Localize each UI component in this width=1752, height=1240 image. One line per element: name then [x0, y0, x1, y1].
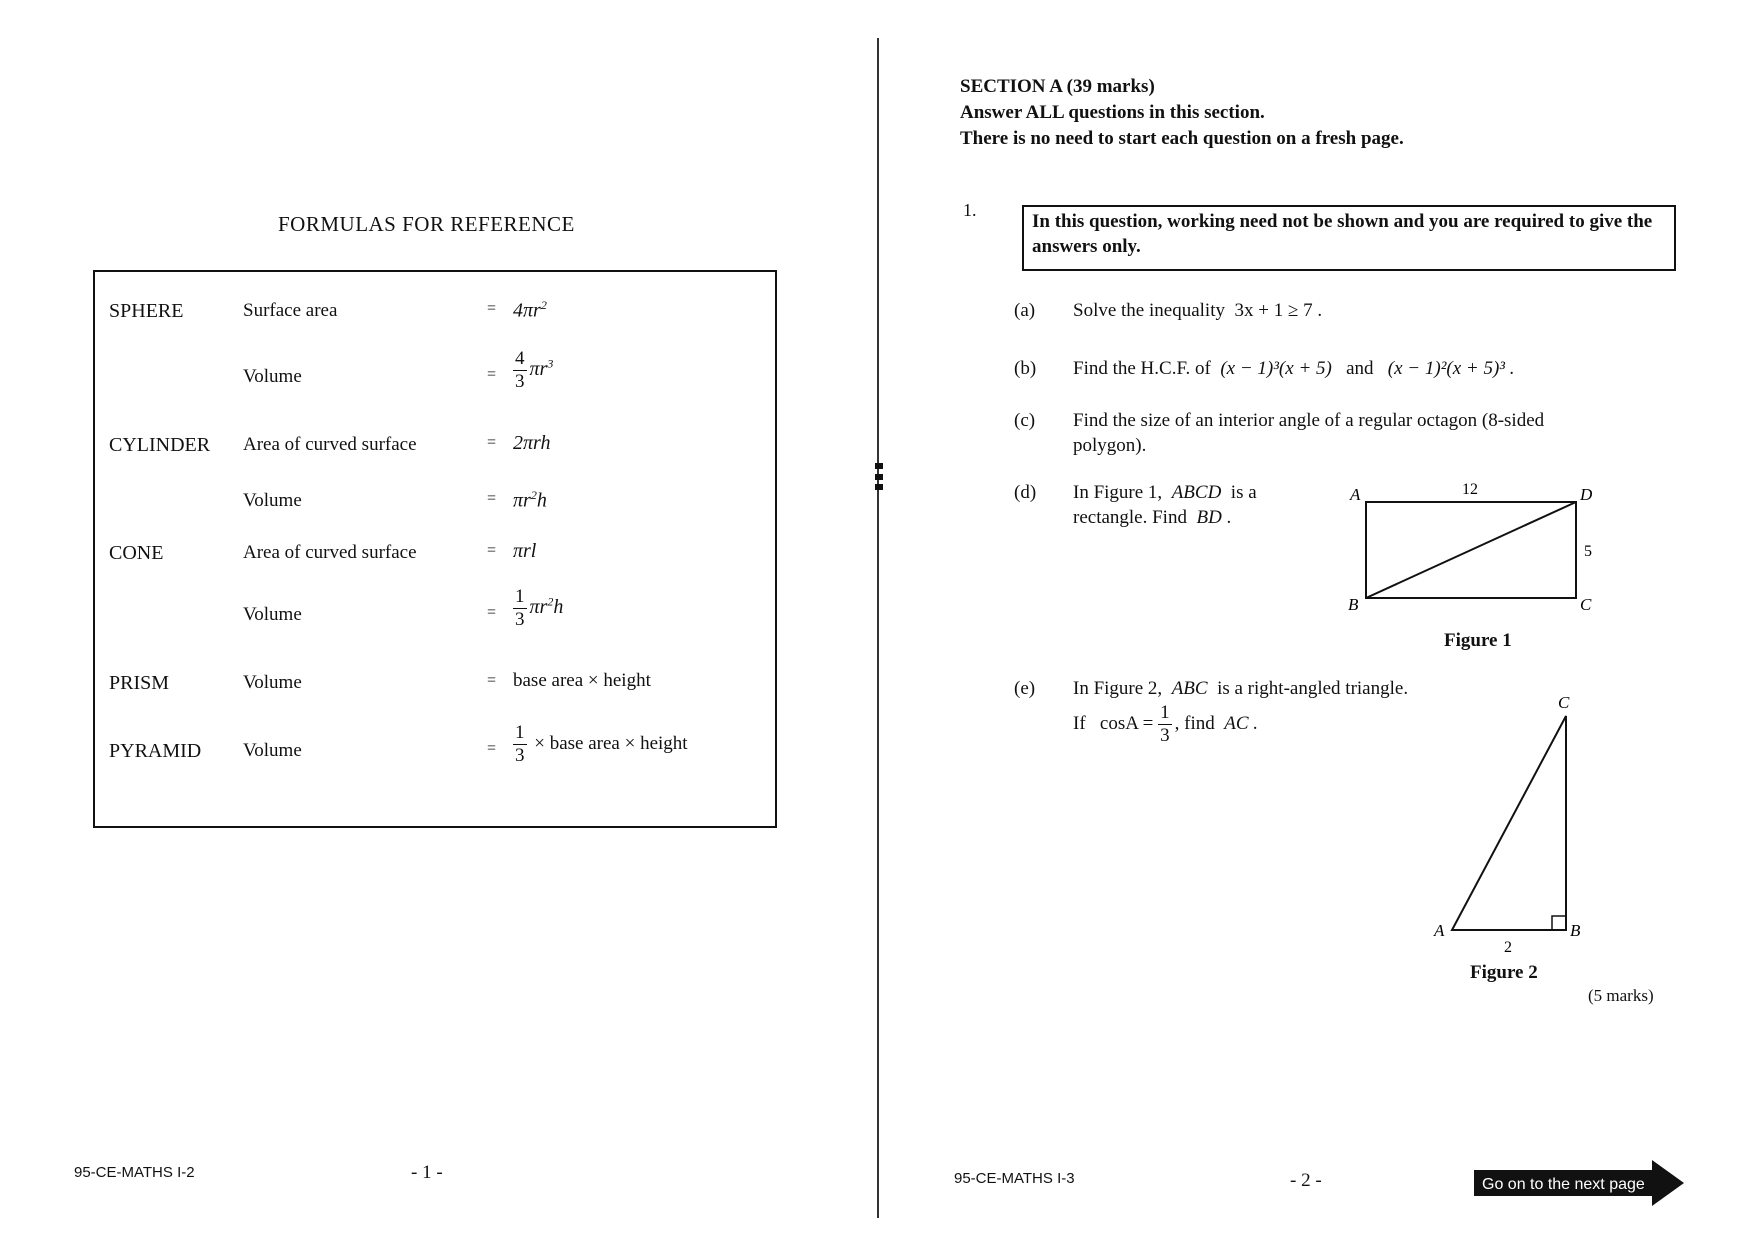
section-instruction: There is no need to start each question on a fresh page.: [960, 128, 1404, 149]
vertex-label: B: [1570, 921, 1581, 940]
footer-code: 95-CE-MATHS I-2: [74, 1164, 195, 1181]
figure-1-caption: Figure 1: [1444, 630, 1512, 651]
property-name: Area of curved surface: [243, 542, 417, 563]
equals-sign: =: [487, 672, 497, 689]
formula-row: [95, 482, 775, 522]
vertex-label: D: [1580, 485, 1593, 504]
shape-name: PRISM: [109, 672, 170, 694]
formulas-title: FORMULAS FOR REFERENCE: [278, 212, 575, 236]
property-name: Volume: [243, 672, 302, 693]
formula-row: [95, 664, 775, 704]
figure-1: [1330, 470, 1610, 620]
formula-value: $\pi r^2h$: [513, 488, 547, 512]
section-instruction: Answer ALL questions in this section.: [960, 102, 1265, 123]
side-length-label: 5: [1584, 543, 1592, 560]
vertex-label: C: [1580, 595, 1592, 614]
part-d-text: In Figure 1, ABCD is a rectangle. Find BD .: [1073, 482, 1257, 528]
triangle-abc: [1452, 716, 1566, 930]
part-a-text: Solve the inequality 3x + 1 ≥ 7 .: [1073, 300, 1323, 321]
formula-value: $\frac{1}{3}$ × base area × height: [515, 722, 688, 766]
figure-2-caption: Figure 2: [1470, 962, 1538, 983]
section-header: [960, 74, 1404, 152]
part-c-text: Find the size of an interior angle of a regular octagon (8-sided polygon).: [1073, 410, 1545, 456]
formula-value: $\frac{1}{3}$ $\pi r^2h$: [515, 586, 564, 630]
equals-sign: =: [487, 490, 497, 507]
shape-name: CYLINDER: [109, 434, 211, 456]
part-label: (a): [1014, 300, 1036, 321]
side-length-label: 12: [1462, 481, 1478, 498]
diagonal-bd: [1366, 502, 1576, 598]
part-label: (e): [1014, 678, 1036, 699]
formula-value: $4\pi r^2$: [513, 298, 547, 322]
formula-value: 2πrh: [513, 432, 551, 454]
part-e-text: In Figure 2, ABC is a right-angled triangle.: [1073, 678, 1409, 699]
vertex-label: C: [1558, 693, 1570, 712]
equals-sign: =: [487, 740, 497, 757]
equals-sign: =: [487, 366, 497, 383]
equals-sign: =: [487, 542, 497, 559]
property-name: Surface area: [243, 300, 338, 321]
binding-mark: [875, 463, 883, 469]
section-title: SECTION A (39 marks): [960, 76, 1155, 97]
vertex-label: A: [1434, 921, 1445, 940]
page-divider: [877, 38, 879, 1218]
property-name: Volume: [243, 490, 302, 511]
formula-row: [95, 534, 775, 574]
next-page-label: Go on to the next page: [1482, 1176, 1645, 1193]
equals-sign: =: [487, 604, 497, 621]
binding-mark: [875, 484, 883, 490]
formula-value: $\frac{4}{3}$ $\pi r^3$: [515, 348, 554, 392]
binding-mark: [875, 474, 883, 480]
formula-row: [95, 292, 775, 332]
property-name: Volume: [243, 366, 302, 387]
property-name: Volume: [243, 604, 302, 625]
equals-sign: =: [487, 300, 497, 317]
page-number: - 2 -: [1290, 1170, 1322, 1191]
next-page-arrow: [1474, 1160, 1684, 1206]
part-label: (d): [1014, 482, 1037, 503]
part-e-condition: If cosA = $\frac{1}{3}$ , find AC .: [1073, 702, 1259, 746]
formula-table: [93, 270, 777, 828]
shape-name: SPHERE: [109, 300, 184, 322]
formula-row: [95, 722, 775, 772]
part-b-text: Find the H.C.F. of (x − 1)³(x + 5) and (x − 1)²(x + 5)³ .: [1073, 358, 1515, 379]
part-label: (b): [1014, 358, 1037, 379]
formula-row: [95, 348, 775, 398]
footer-code: 95-CE-MATHS I-3: [954, 1170, 1075, 1187]
formula-row: [95, 586, 775, 636]
question-number: 1.: [963, 200, 977, 220]
property-name: Volume: [243, 740, 302, 761]
page-number: - 1 -: [411, 1162, 443, 1183]
formula-row: [95, 426, 775, 466]
shape-name: PYRAMID: [109, 740, 202, 762]
instruction-box: In this question, working need not be shown and you are required to give the answers only.: [1022, 205, 1676, 271]
equals-sign: =: [487, 434, 497, 451]
part-label: (c): [1014, 410, 1036, 431]
vertex-label: B: [1348, 595, 1359, 614]
right-angle-marker: [1552, 916, 1566, 930]
figure-2: [1420, 688, 1620, 958]
side-length-label: 2: [1504, 939, 1512, 956]
formula-value: πrl: [513, 540, 537, 562]
marks-label: (5 marks): [1588, 986, 1654, 1005]
shape-name: CONE: [109, 542, 164, 564]
formula-value: base area × height: [513, 670, 651, 691]
vertex-label: A: [1350, 485, 1361, 504]
property-name: Area of curved surface: [243, 434, 417, 455]
